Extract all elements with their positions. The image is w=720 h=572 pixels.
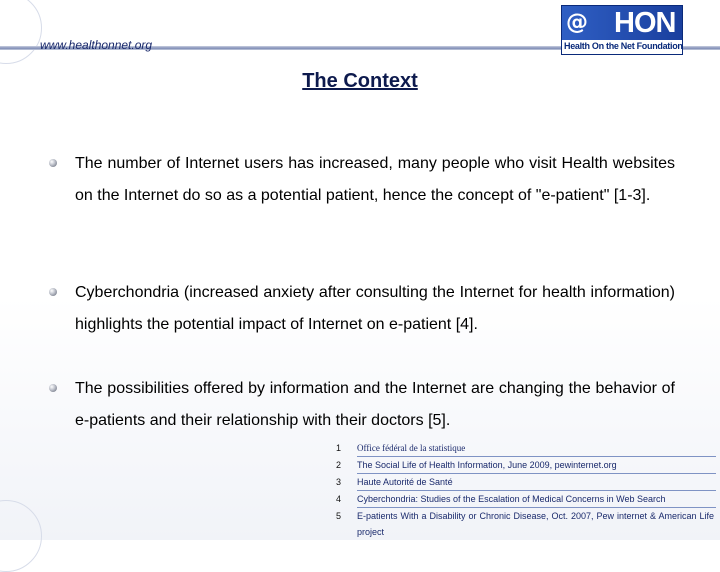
reference-number: 4 <box>336 494 342 504</box>
references-list <box>336 440 716 540</box>
reference-text: Cyberchondria: Studies of the Escalation of Medical Concerns in Web Search <box>357 491 716 508</box>
reference-item <box>336 491 716 508</box>
reference-number: 5 <box>336 511 342 521</box>
decorative-arc-top <box>0 0 42 64</box>
reference-item <box>336 440 716 457</box>
logo-name: HON <box>614 7 676 39</box>
reference-text: Haute Autorité de Santé <box>357 474 716 491</box>
decorative-arc-bottom <box>0 500 42 572</box>
bullet-icon <box>49 159 57 167</box>
reference-text: The Social Life of Health Information, June 2009, pewinternet.org <box>357 457 716 474</box>
reference-number: 3 <box>336 477 342 487</box>
reference-text: E-patients With a Disability or Chronic Disease, Oct. 2007, Pew internet & American Life project <box>357 511 714 537</box>
bullet-item: Cyberchondria (increased anxiety after consulting the Internet for health information) highlights the potential impact of Internet on e-patient [4]. <box>75 284 675 333</box>
reference-number: 2 <box>336 460 342 470</box>
reference-item <box>336 474 716 491</box>
website-url: www.healthonnet.org <box>40 38 153 52</box>
reference-item <box>336 508 716 540</box>
slide-title <box>0 70 720 93</box>
logo-banner <box>562 6 682 40</box>
bullet-icon <box>49 288 57 296</box>
slide-title-text: The Context <box>302 70 418 92</box>
bullet-item: The number of Internet users has increased, many people who visit Health websites on the Internet do so as a potential patient, hence the concept of "e-patient" [1-3]. <box>75 155 675 204</box>
reference-text: Office fédéral de la statistique <box>357 440 716 457</box>
bullet-item: The possibilities offered by information and the Internet are changing the behavior of e-patients and their relationship with their doctors [5]. <box>75 380 675 429</box>
bullet-icon <box>49 384 57 392</box>
reference-number: 1 <box>336 443 342 453</box>
reference-item <box>336 457 716 474</box>
logo-at-symbol: @ <box>566 10 588 35</box>
hon-logo <box>561 5 683 55</box>
logo-tagline: Health On the Net Foundation <box>564 41 683 51</box>
